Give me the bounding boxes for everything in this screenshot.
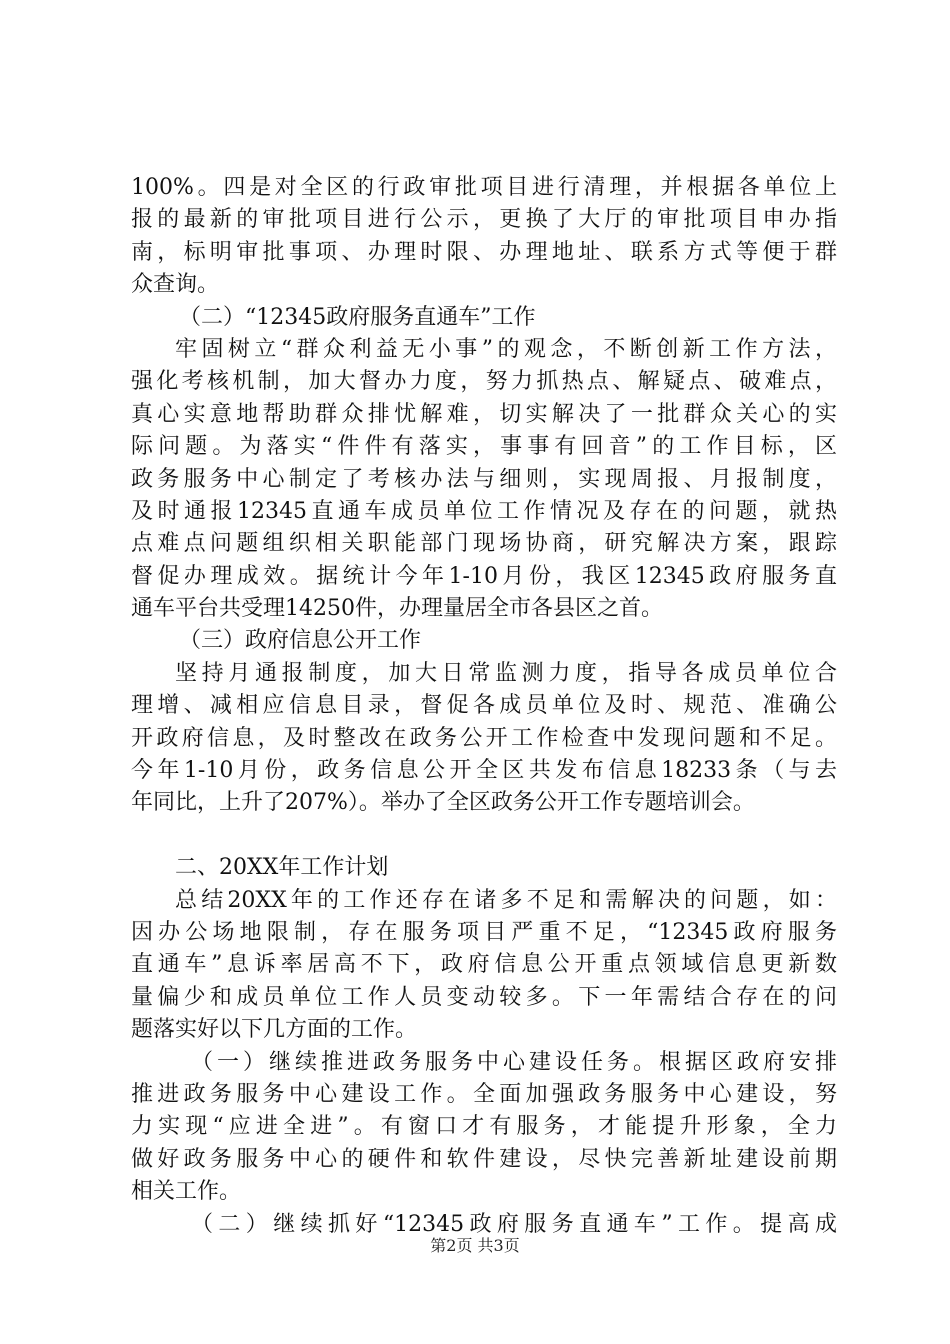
section-heading: （二）“12345政府服务直通车”工作 xyxy=(179,304,536,330)
text-line: 报的最新的审批项目进行公示，更换了大厅的审批项目申办指 xyxy=(131,207,837,233)
text-line: 题落实好以下几方面的工作。 xyxy=(131,1017,418,1043)
text-line: 因办公场地限制，存在服务项目严重不足，“12345政府服务 xyxy=(131,919,837,945)
text-line: 通车平台共受理14250件，办理量居全市各县区之首。 xyxy=(131,596,663,622)
text-line: 政务服务中心制定了考核办法与细则，实现周报、月报制度， xyxy=(131,466,837,492)
text-line: 南，标明审批事项、办理时限、办理地址、联系方式等便于群 xyxy=(131,239,837,265)
text-line: 量偏少和成员单位工作人员变动较多。下一年需结合存在的问 xyxy=(131,984,837,1010)
text-line: 强化考核机制，加大督办力度，努力抓热点、解疑点、破难点， xyxy=(131,369,837,395)
text-line: 今年1-10月份，政务信息公开全区共发布信息18233条（与去 xyxy=(131,758,837,784)
text-line: 做好政务服务中心的硬件和软件建设，尽快完善新址建设前期 xyxy=(131,1146,837,1172)
paragraph-gap xyxy=(131,820,837,852)
text-line: 直通车”息诉率居高不下，政府信息公开重点领域信息更新数 xyxy=(131,952,837,978)
text-line: 真心实意地帮助群众排忧解难，切实解决了一批群众关心的实 xyxy=(131,401,837,427)
text-line: 推进政务服务中心建设工作。全面加强政务服务中心建设，努 xyxy=(131,1081,837,1107)
document-body xyxy=(131,172,837,1241)
text-line: 牢固树立“群众利益无小事”的观念，不断创新工作方法， xyxy=(175,336,837,362)
section-heading: （三）政府信息公开工作 xyxy=(179,628,422,654)
text-line: 相关工作。 xyxy=(131,1179,242,1205)
text-line: （二）继续抓好“12345政府服务直通车”工作。提高成 xyxy=(191,1211,837,1237)
text-line: 开政府信息，及时整改在政务公开工作检查中发现问题和不足。 xyxy=(131,725,837,751)
text-line: 督促办理成效。据统计今年1-10月份，我区12345政府服务直 xyxy=(131,563,837,589)
text-line: 及时通报12345直通车成员单位工作情况及存在的问题，就热 xyxy=(131,498,837,524)
text-line: 点难点问题组织相关职能部门现场协商，研究解决方案，跟踪 xyxy=(131,531,837,557)
text-line: （一）继续推进政务服务中心建设任务。根据区政府安排 xyxy=(191,1049,837,1075)
text-line: 100%。四是对全区的行政审批项目进行清理，并根据各单位上 xyxy=(131,175,837,200)
text-line: 力实现“应进全进”。有窗口才有服务，才能提升形象，全力 xyxy=(131,1114,837,1140)
page-number-footer: 第2页 共3页 xyxy=(430,1236,520,1255)
text-line: 坚持月通报制度，加大日常监测力度，指导各成员单位合 xyxy=(175,660,837,686)
text-line: 年同比，上升了207%）。举办了全区政务公开工作专题培训会。 xyxy=(131,790,755,816)
text-line: 总结20XX年的工作还存在诸多不足和需解决的问题，如： xyxy=(175,887,837,913)
text-line: 际问题。为落实“件件有落实，事事有回音”的工作目标，区 xyxy=(131,434,837,460)
text-line: 众查询。 xyxy=(131,272,220,298)
text-line: 理增、减相应信息目录，督促各成员单位及时、规范、准确公 xyxy=(131,693,837,719)
section-heading: 二、20XX年工作计划 xyxy=(175,855,389,881)
